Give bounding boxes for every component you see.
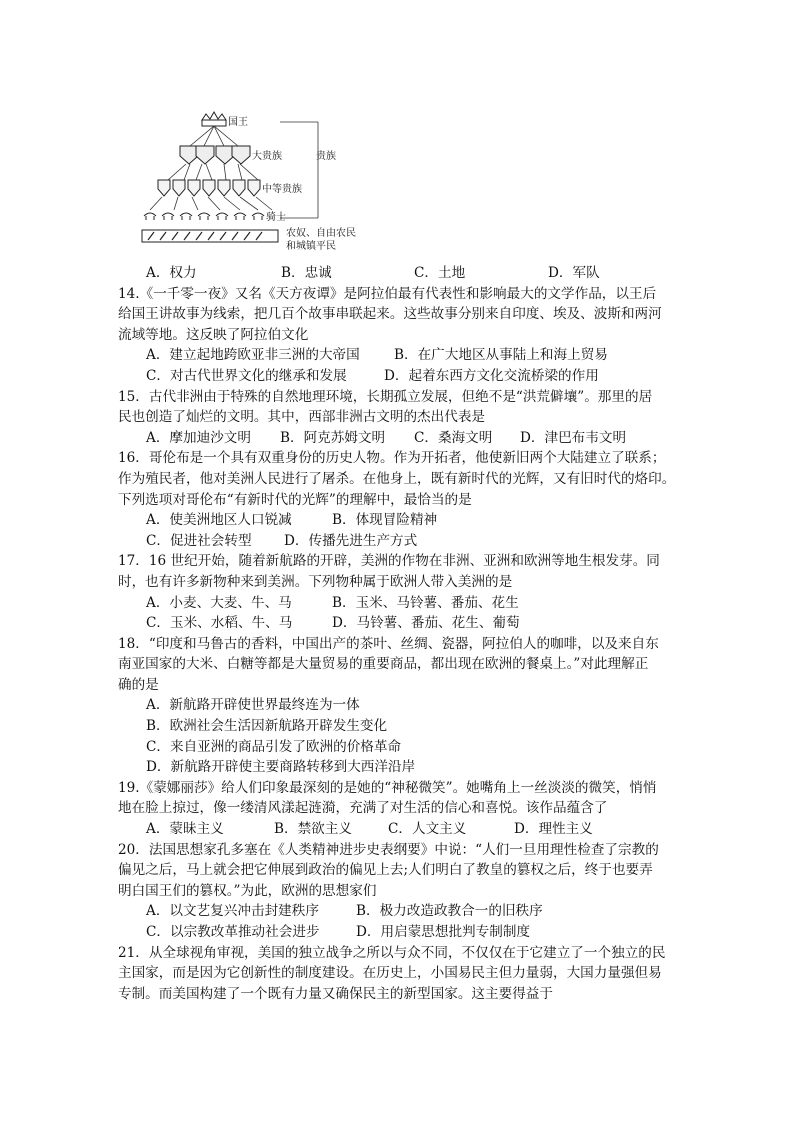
q15-stem-line: 民也创造了灿烂的文明。其中，西部非洲古文明的杰出代表是 xyxy=(118,409,486,426)
q14-stem-line: 给国王讲故事为线索，把几百个故事串联起来。这些故事分别来自印度、埃及、波斯和两河 xyxy=(118,306,662,323)
q20-stem-line: 偏见之后，马上就会把它伸展到政治的偏见上去;人们明白了教皇的篡权之后，终于也要弄 xyxy=(118,862,653,879)
q14-option-a[interactable]: A．建立起地跨欧亚非三洲的大帝国 xyxy=(146,347,360,364)
crown-icon xyxy=(202,112,226,126)
q20-option-b[interactable]: B．极力改造政教合一的旧秩序 xyxy=(356,903,543,920)
q19-stem-line: 地在脸上掠过，像一缕清风漾起涟漪，充满了对生活的信心和喜悦。该作品蕴含了 xyxy=(118,800,608,817)
q15-option-c[interactable]: C．桑海文明 xyxy=(414,429,493,446)
exam-content xyxy=(118,263,678,1004)
q14-stem-line: 14.《一千零一夜》又名《天方夜谭》是阿拉伯最有代表性和影响最大的文学作品，以王后 xyxy=(118,285,657,302)
q18-option-a[interactable]: A．新航路开辟使世界最终连为一体 xyxy=(146,697,360,714)
q18-option-c[interactable]: C．来自亚洲的商品引发了欧洲的价格革命 xyxy=(146,738,402,755)
knight-icons xyxy=(144,213,264,220)
q17-stem-line: 时，也有许多新物种来到美洲。下列物种属于欧洲人带入美洲的是 xyxy=(118,573,513,590)
q16-option-a[interactable]: A．使美洲地区人口锐减 xyxy=(146,512,292,529)
q15-option-a[interactable]: A．摩加迪沙文明 xyxy=(146,429,251,446)
q13-option-c[interactable]: C．土地 xyxy=(414,265,466,281)
label-king: 国王 xyxy=(228,117,248,128)
label-peasants-2: 和城镇平民 xyxy=(286,241,336,252)
q17-options xyxy=(118,613,678,634)
q15-option-b[interactable]: B．阿克苏姆文明 xyxy=(280,429,386,446)
q19-option-c[interactable]: C．人文主义 xyxy=(388,821,467,838)
q20-options xyxy=(118,922,678,943)
q16-option-c[interactable]: C．促进社会转型 xyxy=(146,532,252,549)
q15-option-d[interactable]: D．津巴布韦文明 xyxy=(520,429,627,446)
q21-stem-line: 21．从全球视角审视，美国的独立战争之所以与众不同，不仅仅在于它建立了一个独立的民 xyxy=(118,944,666,961)
great-noble-shields xyxy=(180,146,250,164)
q18-stem-line: 18．“印度和马鲁古的香料，中国出产的茶叶、丝绸、瓷器，阿拉伯人的咖啡，以及来自东 xyxy=(118,635,659,652)
q20-options xyxy=(118,901,678,922)
hierarchy-lines xyxy=(150,122,318,218)
q19-option-b[interactable]: B．禁欲主义 xyxy=(274,821,352,838)
q14-option-b[interactable]: B．在广大地区从事陆上和海上贸易 xyxy=(394,347,608,364)
q17-option-d[interactable]: D．马铃薯、番茄、花生、葡萄 xyxy=(332,615,520,632)
q18-option-b[interactable]: B．欧洲社会生活因新航路开辟发生变化 xyxy=(146,718,388,735)
middle-noble-shields xyxy=(158,180,260,196)
q19-option-d[interactable]: D．理性主义 xyxy=(514,821,593,838)
q14-options xyxy=(118,345,678,366)
q19-stem-line: 19.《蒙娜丽莎》给人们印象最深刻的是她的“神秘微笑”。她嘴角上一丝淡淡的微笑，悄悄 xyxy=(118,779,657,796)
q16-stem-line: 下列选项对哥伦布“有新时代的光辉”的理解中，最恰当的是 xyxy=(118,491,472,508)
q14-option-d[interactable]: D．起着东西方文化交流桥梁的作用 xyxy=(384,367,599,384)
q19-option-a[interactable]: A．蒙昧主义 xyxy=(146,821,224,838)
q20-stem-line: 明白国王们的篡权。”为此，欧洲的思想家们 xyxy=(118,882,377,899)
q16-options xyxy=(118,531,678,552)
q14-options xyxy=(118,366,678,387)
q16-stem-line: 作为殖民者，他对美洲人民进行了屠杀。在他身上，既有新时代的光辉，又有旧时代的烙印。 xyxy=(118,470,676,487)
q17-option-c[interactable]: C．玉米、水稻、牛、马 xyxy=(146,615,293,632)
q20-option-d[interactable]: D．用启蒙思想批判专制制度 xyxy=(356,924,531,940)
q20-option-a[interactable]: A．以文艺复兴冲击封建秩序 xyxy=(146,903,319,920)
q14-stem-line: 流域等地。这反映了阿拉伯文化 xyxy=(118,326,309,343)
q17-stem-line: 17．16 世纪开始，随着新航路的开辟，美洲的作物在非洲、亚洲和欧洲等地生根发芽。同 xyxy=(118,553,660,570)
q17-option-b[interactable]: B．玉米、马铃薯、番茄、花生 xyxy=(332,594,519,611)
q20-option-c[interactable]: C．以宗教改革推动社会进步 xyxy=(146,924,320,940)
feudal-hierarchy-figure xyxy=(140,106,380,258)
q13-option-b[interactable]: B．忠诚 xyxy=(281,265,332,281)
q16-option-b[interactable]: B．体现冒险精神 xyxy=(332,512,438,529)
label-middle-nobles: 中等贵族 xyxy=(262,184,302,195)
q21-stem-line: 专制。而美国构建了一个既有力量又确保民主的新型国家。这主要得益于 xyxy=(118,985,553,1002)
q21-stem-line: 主国家，而是因为它创新性的制度建设。在历史上，小国易民主但力量弱，大国力量强但易 xyxy=(118,965,662,982)
label-peasants-1: 农奴、自由农民 xyxy=(286,228,356,239)
label-nobility: 贵族 xyxy=(316,151,336,162)
q13-option-a[interactable]: A．权力 xyxy=(146,265,197,281)
q13-option-d[interactable]: D．军队 xyxy=(548,265,600,281)
label-great-nobles: 大贵族 xyxy=(252,151,282,162)
q20-stem-line: 20．法国思想家孔多塞在《人类精神进步史表纲要》中说：“人们一旦用理性检查了宗教的 xyxy=(118,841,659,858)
q16-options xyxy=(118,510,678,531)
peasant-band xyxy=(142,230,278,242)
q19-options xyxy=(118,819,678,840)
q18-stem-line: 确的是 xyxy=(118,676,159,693)
q13-options xyxy=(118,263,678,284)
q17-options xyxy=(118,593,678,614)
q15-stem-line: 15．古代非洲由于特殊的自然地理环境，长期孤立发展，但绝不是“洪荒僻壤”。那里的居 xyxy=(118,388,653,405)
q15-options xyxy=(118,428,678,449)
q14-option-c[interactable]: C．对古代世界文化的继承和发展 xyxy=(146,367,347,384)
q17-option-a[interactable]: A．小麦、大麦、牛、马 xyxy=(146,594,292,611)
q18-option-d[interactable]: D．新航路开辟使主要商路转移到大西洋沿岸 xyxy=(146,759,416,776)
q16-option-d[interactable]: D．传播先进生产方式 xyxy=(284,532,418,549)
q16-stem-line: 16．哥伦布是一个具有双重身份的历史人物。作为开拓者，他使新旧两个大陆建立了联系； xyxy=(118,450,666,467)
label-knights: 骑士 xyxy=(266,212,286,223)
q18-stem-line: 南亚国家的大米、白糖等都是大量贸易的重要商品，都出现在欧洲的餐桌上。”对此理解正 xyxy=(118,656,649,673)
